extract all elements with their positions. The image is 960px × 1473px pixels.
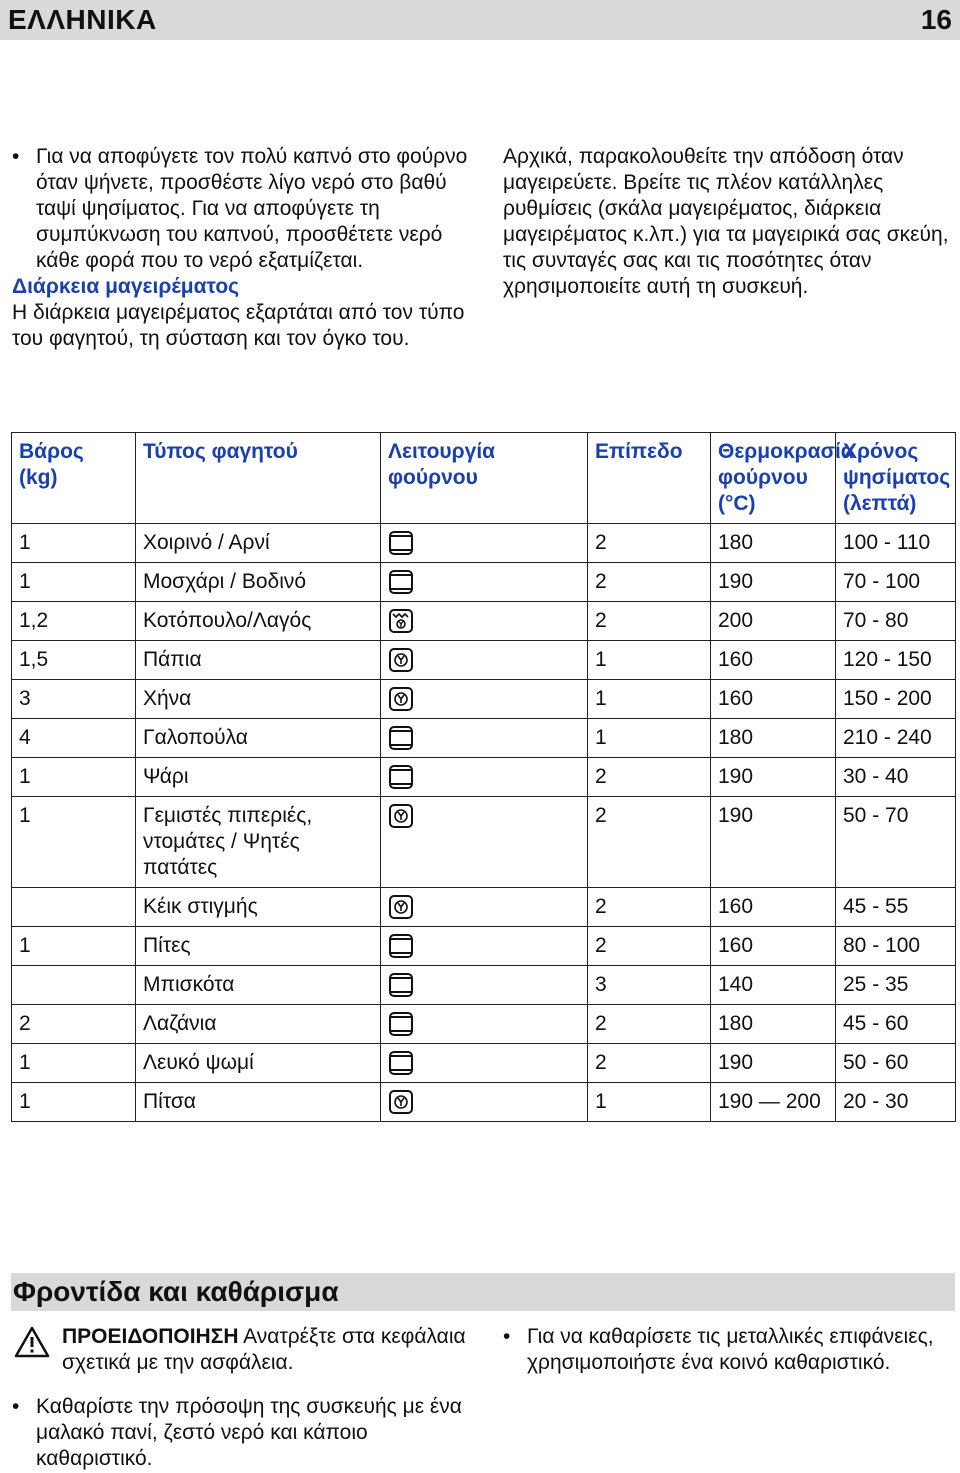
food-cell: Λαζάνια [136,1005,381,1044]
warning-text: Ανατρέξτε στα κεφάλαια σχετικά με την ασφάλεια. [62,1325,466,1374]
table-row [12,1083,956,1122]
conventional-heat-icon [388,1050,414,1076]
care-title: Φροντίδα και καθάρισμα [13,1276,339,1307]
food-cell: Μπισκότα [136,966,381,1005]
temperature-cell: 190 [711,758,836,797]
function-cell [381,680,588,719]
language-title: ΕΛΛΗΝΙΚΑ [8,4,157,35]
temperature-cell: 160 [711,927,836,966]
weight-cell: 3 [12,680,136,719]
table-row [12,602,956,641]
temperature-cell: 180 [711,524,836,563]
true-fan-icon [388,1089,414,1115]
weight-cell: 4 [12,719,136,758]
conventional-heat-icon [388,972,414,998]
table-row [12,797,956,888]
function-cell [381,1005,588,1044]
time-cell: 70 - 80 [836,602,956,641]
food-cell: Γαλοπούλα [136,719,381,758]
temperature-cell: 140 [711,966,836,1005]
time-cell: 45 - 60 [836,1005,956,1044]
conventional-heat-icon [388,569,414,595]
level-cell: 1 [588,641,711,680]
warning-block [12,1324,480,1376]
time-cell: 50 - 70 [836,797,956,888]
level-cell: 2 [588,1044,711,1083]
true-fan-icon [388,647,414,673]
conventional-heat-icon [388,933,414,959]
monitor-paragraph: Αρχικά, παρακολουθείτε την απόδοση όταν μαγειρεύετε. Βρείτε τις πλέον κατάλληλες ρυθμίσεις (σκάλα μαγειρέματος, διάρκεια μαγειρέματος κ.λπ.) για τα μαγειρικά σας σκεύη, τις συνταγές σας και τις ποσότητες όταν χρησιμοποιείτε αυτή τη συσκευή. [503,145,949,298]
function-cell [381,602,588,641]
intro-right-column [503,144,953,300]
time-cell: 25 - 35 [836,966,956,1005]
weight-cell: 1 [12,1083,136,1122]
function-cell [381,1083,588,1122]
smoke-tip-bullet: • Για να αποφύγετε τον πολύ καπνό στο φούρνο όταν ψήνετε, προσθέστε λίγο νερό στο βαθύ ταψί ψησίματος. Για να αποφύγετε τη συμπύκνωση του καπνού, προσθέτετε νερό κάθε φορά που το νερό εξατμίζεται. [12,144,480,274]
table-row [12,1044,956,1083]
function-cell [381,758,588,797]
page-number: 16 [920,4,952,35]
temperature-cell: 160 [711,641,836,680]
time-cell: 100 - 110 [836,524,956,563]
cooking-time-heading: Διάρκεια μαγειρέματος [12,275,240,298]
level-cell: 2 [588,758,711,797]
true-fan-icon [388,803,414,829]
time-cell: 150 - 200 [836,680,956,719]
food-cell: Χήνα [136,680,381,719]
food-cell: Χοιρινό / Αρνί [136,524,381,563]
conventional-heat-icon [388,725,414,751]
time-cell: 120 - 150 [836,641,956,680]
table-row [12,758,956,797]
weight-header: Βάρος (kg) [12,433,136,524]
level-cell: 2 [588,797,711,888]
level-cell: 1 [588,1083,711,1122]
time-cell: 50 - 60 [836,1044,956,1083]
weight-cell [12,888,136,927]
temperature-cell: 200 [711,602,836,641]
level-cell: 2 [588,888,711,927]
weight-cell [12,966,136,1005]
level-cell: 1 [588,719,711,758]
food-cell: Ψάρι [136,758,381,797]
level-cell: 2 [588,563,711,602]
time-cell: 20 - 30 [836,1083,956,1122]
function-cell [381,888,588,927]
intro-left-column [12,144,480,352]
temperature-cell: 190 [711,797,836,888]
weight-cell: 1 [12,563,136,602]
conventional-heat-icon [388,530,414,556]
level-cell: 3 [588,966,711,1005]
temperature-cell: 160 [711,680,836,719]
food-cell: Λευκό ψωμί [136,1044,381,1083]
food-cell: Κοτόπουλο/Λαγός [136,602,381,641]
table-row [12,524,956,563]
function-cell [381,797,588,888]
food-cell: Πίτσα [136,1083,381,1122]
front-cleaning-bullet: • Καθαρίστε την πρόσοψη της συσκευής με ένα μαλακό πανί, ζεστό νερό και κάποιο καθαριστικό. [12,1394,480,1472]
food-cell: Πάπια [136,641,381,680]
level-cell: 2 [588,602,711,641]
care-right-column [503,1324,953,1376]
time-cell: 70 - 100 [836,563,956,602]
true-fan-icon [388,686,414,712]
weight-cell: 2 [12,1005,136,1044]
weight-cell: 1,2 [12,602,136,641]
table-row [12,927,956,966]
function-cell [381,927,588,966]
function-cell [381,719,588,758]
temperature-cell: 190 [711,1044,836,1083]
food-cell: Πίτες [136,927,381,966]
function-header: Λειτουργία φούρνου [381,433,588,524]
table-row [12,641,956,680]
temperature-cell: 190 — 200 [711,1083,836,1122]
table-row [12,1005,956,1044]
temperature-header: Θερμοκρασία φούρνου (°C) [711,433,836,524]
function-cell [381,641,588,680]
weight-cell: 1 [12,927,136,966]
table-row [12,966,956,1005]
warning-label: ΠΡΟΕΙΔΟΠΟΙΗΣΗ [62,1325,239,1348]
level-cell: 1 [588,680,711,719]
care-left-column [12,1324,480,1472]
function-cell [381,1044,588,1083]
time-cell: 80 - 100 [836,927,956,966]
time-cell: 45 - 55 [836,888,956,927]
food-cell: Μοσχάρι / Βοδινό [136,563,381,602]
conventional-heat-icon [388,1011,414,1037]
time-cell: 30 - 40 [836,758,956,797]
table-header-row [12,433,956,524]
table-row [12,680,956,719]
time-cell: 210 - 240 [836,719,956,758]
level-cell: 2 [588,927,711,966]
level-cell: 2 [588,1005,711,1044]
temperature-cell: 180 [711,719,836,758]
conventional-heat-icon [388,764,414,790]
temperature-cell: 180 [711,1005,836,1044]
care-section-bar [11,1273,955,1311]
weight-cell: 1 [12,758,136,797]
temperature-cell: 190 [711,563,836,602]
function-cell [381,524,588,563]
page-header [0,0,960,40]
food-header: Τύπος φαγητού [136,433,381,524]
cooking-time-paragraph: Η διάρκεια μαγειρέματος εξαρτάται από τον τύπο του φαγητού, τη σύσταση και τον όγκο του. [12,301,465,350]
temperature-cell: 160 [711,888,836,927]
time-header: Χρόνος ψησίματος (λεπτά) [836,433,956,524]
function-cell [381,966,588,1005]
function-cell [381,563,588,602]
weight-cell: 1 [12,524,136,563]
table-row [12,888,956,927]
metal-cleaning-bullet: • Για να καθαρίσετε τις μεταλλικές επιφάνειες, χρησιμοποιήστε ένα κοινό καθαριστικό. [503,1324,953,1376]
food-cell: Κέικ στιγμής [136,888,381,927]
table-row [12,563,956,602]
level-header: Επίπεδο [588,433,711,524]
turbo-grilling-icon [388,608,414,634]
warning-triangle-icon [14,1326,50,1358]
table-row [12,719,956,758]
level-cell: 2 [588,524,711,563]
true-fan-icon [388,894,414,920]
weight-cell: 1 [12,1044,136,1083]
food-cell: Γεμιστές πιπεριές, ντομάτες / Ψητές πατάτες [136,797,381,888]
weight-cell: 1 [12,797,136,888]
weight-cell: 1,5 [12,641,136,680]
cooking-table [11,432,956,1122]
